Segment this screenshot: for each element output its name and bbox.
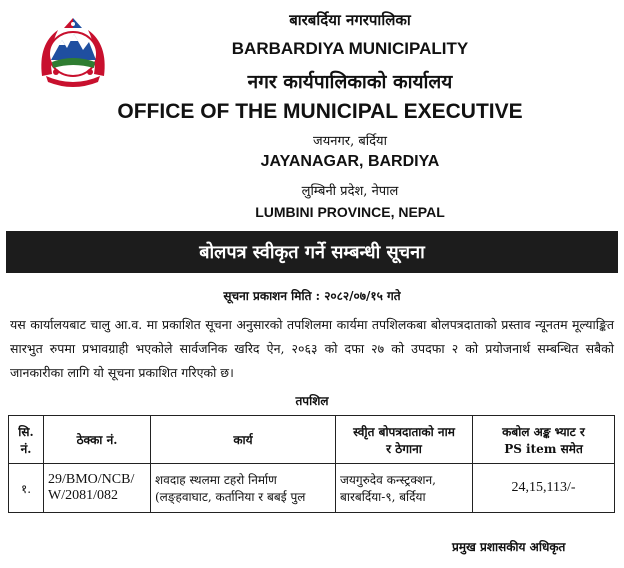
- schedule-heading: तपशिल: [295, 394, 329, 408]
- office-name-nepali: नगर कार्यपालिकाको कार्यालय: [247, 71, 453, 93]
- table-row: [9, 464, 615, 513]
- notice-title: बोलपत्र स्वीकृत गर्ने सम्बन्धी सूचना: [199, 242, 425, 263]
- publication-date: सूचना प्रकाशन मिति : २०८२/०७/१५ गते: [223, 289, 401, 303]
- header-amount: कबोल अङ्क भ्याट र PS item समेत: [473, 416, 615, 464]
- municipality-name-english: BARBARDIYA MUNICIPALITY: [231, 39, 469, 58]
- city-english: JAYANAGAR, BARDIYA: [260, 153, 440, 170]
- cell-amount: 24,15,113/-: [473, 464, 615, 513]
- header-serial: सि. नं.: [9, 416, 44, 464]
- city-nepali: जयनगर, बर्दिया: [313, 134, 387, 149]
- notice-body: यस कार्यालयबाट चालु आ.व. मा प्रकाशित सूचना अनुसारको तपशिलमा कार्यमा तपशिलकबा बोलपत्रदाताको प्रस्ताव न्यूनतम मूल्याङ्कित सारभुत रुपमा प्रभावग्राही भएकोले सार्वजनिक खरिद ऐन, २०६३ को दफा २७ को उपदफा २ को प्रयोजनार्थ सम्बन्धित सबैको जानकारीका लागि यो सूचना प्रकाशित गरिएको छ।: [10, 317, 614, 380]
- province-nepali: लुम्बिनी प्रदेश, नेपाल: [301, 184, 399, 199]
- signatory-title: प्रमुख प्रशासकीय अधिकृत: [452, 540, 566, 554]
- header-contract-no: ठेक्का नं.: [44, 416, 151, 464]
- nepal-government-emblem-icon: [34, 14, 112, 88]
- office-name-english: OFFICE OF THE MUNICIPAL EXECUTIVE: [117, 100, 523, 123]
- municipality-name-nepali: बारबर्दिया नगरपालिका: [289, 11, 411, 29]
- notice-title-banner: [6, 231, 618, 273]
- header-work: कार्य: [151, 416, 336, 464]
- header-bidder: स्वीृत बोपत्रदाताको नाम र ठेगाना: [336, 416, 473, 464]
- cell-contract-no: 29/BMO/NCB/ W/2081/082: [44, 464, 151, 513]
- contract-table: [8, 415, 615, 513]
- table-header-row: [9, 416, 615, 464]
- cell-serial: १.: [9, 464, 44, 513]
- province-english: LUMBINI PROVINCE, NEPAL: [255, 204, 445, 220]
- cell-bidder: जयगुरुदेव कन्स्ट्रक्शन, बारबर्दिया-९, बर्दिया: [336, 464, 473, 513]
- cell-work: शवदाह स्थलमा टहरो निर्माण (लङ्हवाघाट, कर्तानिया र बबई पुल: [151, 464, 336, 513]
